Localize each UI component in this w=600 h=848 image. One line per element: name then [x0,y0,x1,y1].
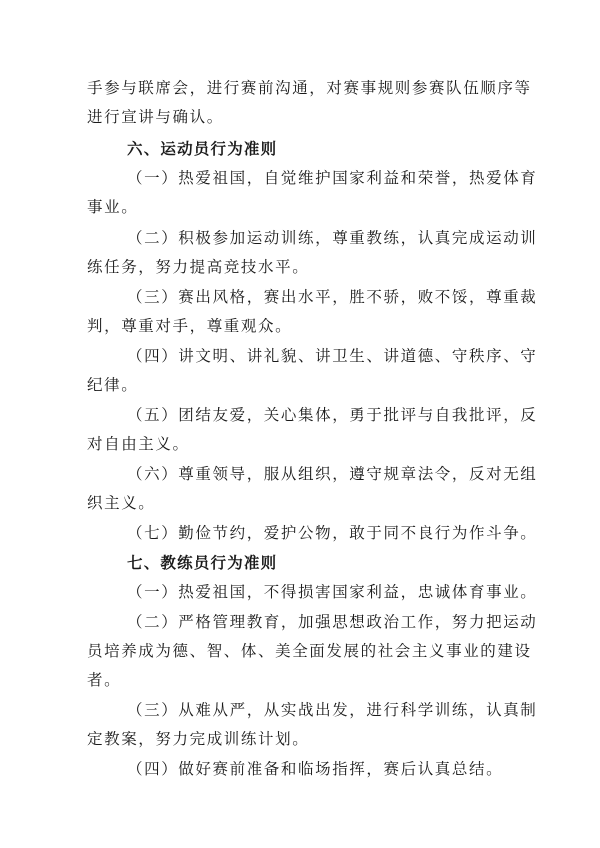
text-line: 定教案，努力完成训练计划。 [87,730,310,748]
text-line: 进行宣讲与确认。 [87,108,224,126]
text-line: 员培养成为德、智、体、美全面发展的社会主义事业的建设 [87,642,532,660]
text-line: （六）尊重领导，服从组织，遵守规章法令，反对无组 [127,465,538,483]
text-line: （四）讲文明、讲礼貌、讲卫生、讲道德、守秩序、守 [127,347,538,365]
section-heading-coach-conduct: 七、教练员行为准则 [127,554,278,572]
text-line: （五）团结友爱，关心集体，勇于批评与自我批评，反 [127,406,538,424]
text-line: （二）严格管理教育，加强思想政治工作，努力把运动 [127,613,538,631]
text-line: 纪律。 [87,376,139,394]
text-line: （七）勤俭节约，爱护公物，敢于同不良行为作斗争。 [127,524,538,542]
text-line: （一）热爱祖国，不得损害国家利益，忠诚体育事业。 [127,583,538,601]
text-line: 练任务，努力提高竞技水平。 [87,258,310,276]
text-line: 事业。 [87,198,139,216]
text-line: 织主义。 [87,494,156,512]
text-line: （三）从难从严，从实战出发，进行科学训练，认真制 [127,701,538,719]
text-line: 者。 [87,671,122,689]
text-line: （二）积极参加运动训练，尊重教练，认真完成运动训 [127,229,538,247]
text-line: （四）做好赛前准备和临场指挥，赛后认真总结。 [127,760,504,778]
text-line: 判，尊重对手，尊重观众。 [87,317,293,335]
text-line: 手参与联席会，进行赛前沟通，对赛事规则参赛队伍顺序等 [87,79,532,97]
text-line: （一）热爱祖国，自觉维护国家利益和荣誉，热爱体育 [127,169,538,187]
text-line: 对自由主义。 [87,435,190,453]
text-line: （三）赛出风格，赛出水平，胜不骄，败不馁，尊重裁 [127,288,538,306]
section-heading-athlete-conduct: 六、运动员行为准则 [127,140,278,158]
